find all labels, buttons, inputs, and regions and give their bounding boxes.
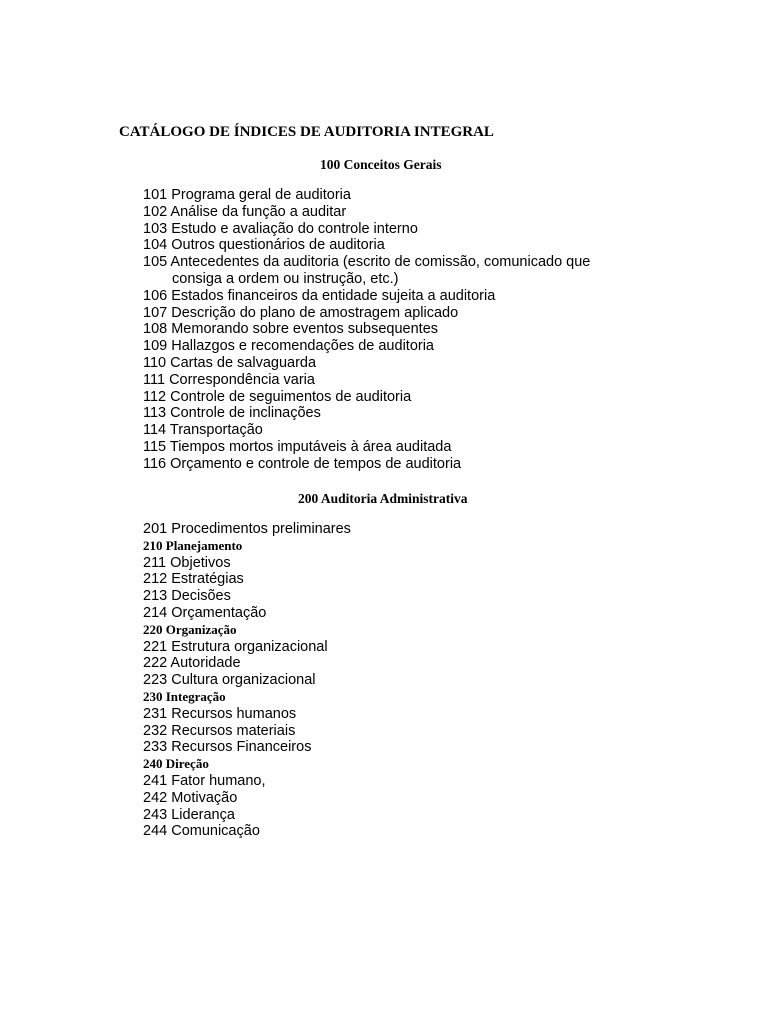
item-text: 103 Estudo e avaliação do controle interno — [143, 220, 418, 237]
item-text: 108 Memorando sobre eventos subsequentes — [143, 321, 439, 338]
list-item — [143, 389, 590, 406]
item-text: 241 Fator humano, — [143, 772, 266, 789]
item-text: 104 Outros questionários de auditoria — [143, 237, 385, 254]
list-item — [143, 807, 351, 824]
list-item — [143, 288, 590, 305]
list-item — [143, 372, 590, 389]
item-text: 113 Controle de inclinações — [143, 405, 321, 422]
item-text: 101 Programa geral de auditoria — [143, 187, 351, 203]
list-item — [143, 588, 351, 605]
item-text: 106 Estados financeiros da entidade sujeita a auditoria — [143, 287, 496, 304]
list-item — [143, 456, 590, 473]
list-item — [143, 739, 351, 756]
list-item — [143, 221, 590, 238]
list-item — [143, 422, 590, 439]
item-text: 114 Transportação — [143, 422, 263, 439]
list-item — [143, 254, 590, 288]
list-item — [143, 723, 351, 740]
section-list-conceitos-gerais — [143, 187, 590, 473]
list-item — [143, 237, 590, 254]
list-item — [143, 773, 351, 790]
section-heading-auditoria-administrativa: 200 Auditoria Administrativa — [298, 491, 468, 506]
list-item — [143, 521, 351, 538]
item-text: 105 Antecedentes da auditoria (escrito de comissão, comunicado que — [143, 254, 591, 271]
item-text: 233 Recursos Financeiros — [143, 739, 312, 756]
list-item — [143, 790, 351, 807]
list-item — [143, 305, 590, 322]
item-text: 116 Orçamento e controle de tempos de auditoria — [143, 455, 462, 472]
item-text: 115 Tiempos mortos imputáveis à área auditada — [143, 438, 452, 455]
subsection-heading — [143, 756, 351, 773]
item-text: 220 Organização — [143, 621, 237, 637]
list-item — [143, 655, 351, 672]
list-item — [143, 204, 590, 221]
item-text: 230 Integração — [143, 688, 226, 704]
item-text: 211 Objetivos — [143, 554, 231, 571]
item-text: 231 Recursos humanos — [143, 705, 297, 722]
list-item — [143, 338, 590, 355]
subsection-heading — [143, 622, 351, 639]
item-text: 214 Orçamentação — [143, 604, 267, 621]
item-text: 232 Recursos materiais — [143, 722, 296, 739]
list-item — [143, 823, 351, 840]
list-item — [143, 639, 351, 656]
list-item — [143, 439, 590, 456]
section-list-auditoria-administrativa — [143, 521, 351, 840]
section-heading-conceitos-gerais: 100 Conceitos Gerais — [320, 157, 442, 172]
item-text: 244 Comunicação — [143, 823, 260, 840]
list-item — [143, 555, 351, 572]
item-text: 107 Descrição do plano de amostragem aplicado — [143, 304, 459, 321]
list-item — [143, 571, 351, 588]
list-item — [143, 187, 590, 204]
list-item — [143, 605, 351, 622]
item-text: 240 Direção — [143, 756, 209, 772]
item-text: 222 Autoridade — [143, 655, 241, 672]
item-text: 110 Cartas de salvaguarda — [143, 354, 317, 371]
item-text: 201 Procedimentos preliminares — [143, 521, 351, 537]
subsection-heading — [143, 538, 351, 555]
item-text: 223 Cultura organizacional — [143, 672, 316, 689]
document-title: CATÁLOGO DE ÍNDICES DE AUDITORIA INTEGRAL — [119, 124, 494, 140]
item-text: 212 Estratégias — [143, 571, 244, 588]
item-text: 242 Motivação — [143, 789, 238, 806]
item-text: 102 Análise da função a auditar — [143, 203, 347, 220]
item-text: 243 Liderança — [143, 806, 235, 823]
item-text: 109 Hallazgos e recomendações de auditoria — [143, 338, 434, 355]
list-item — [143, 321, 590, 338]
list-item — [143, 706, 351, 723]
item-text-continuation: consiga a ordem ou instrução, etc.) — [172, 270, 399, 287]
item-text: 112 Controle de seguimentos de auditoria — [143, 388, 412, 405]
item-text: 111 Correspondência varia — [143, 371, 315, 388]
item-text: 221 Estrutura organizacional — [143, 638, 328, 655]
subsection-heading — [143, 689, 351, 706]
item-text: 210 Planejamento — [143, 537, 243, 553]
list-item — [143, 672, 351, 689]
list-item — [143, 355, 590, 372]
list-item — [143, 405, 590, 422]
item-text: 213 Decisões — [143, 588, 231, 605]
